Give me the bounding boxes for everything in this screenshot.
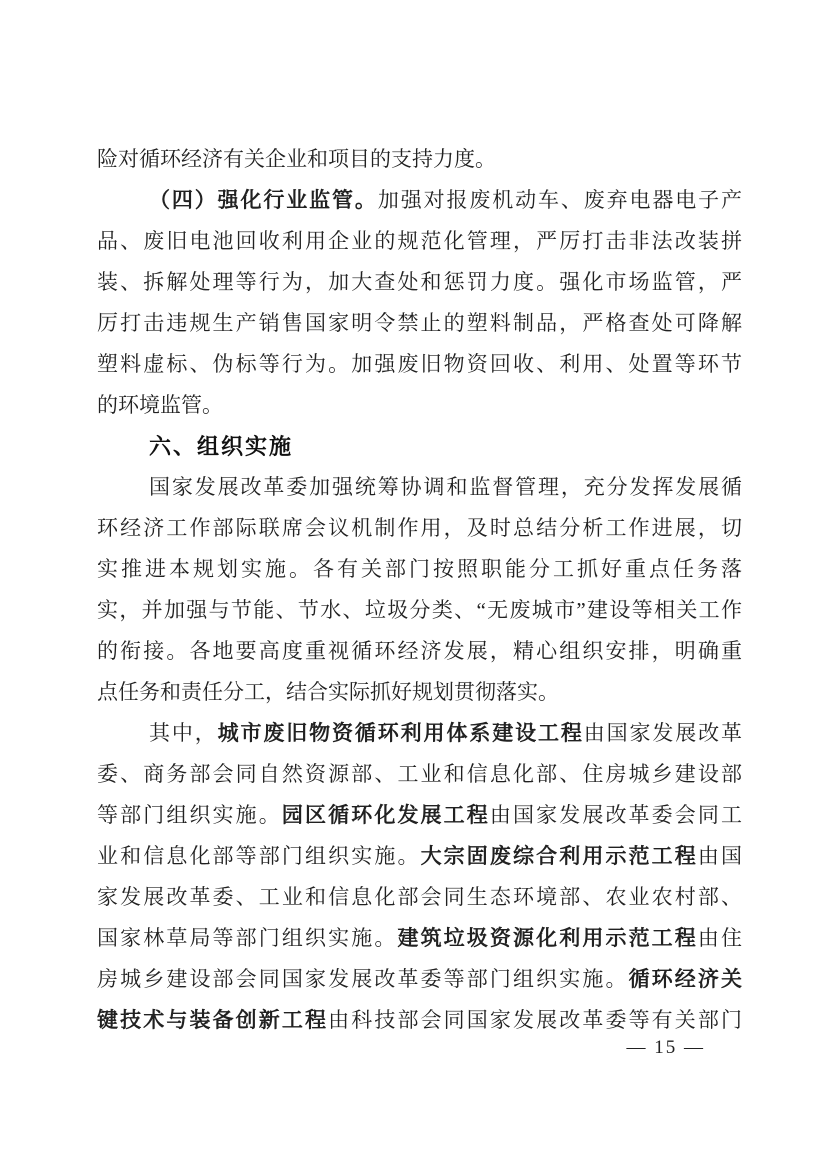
text-segment: 险对循环经济有关企业和项目的支持力度。 xyxy=(97,147,496,171)
text-line xyxy=(97,262,742,303)
text-segment: 实推进本规划实施。各有关部门按照职能分工抓好重点任务落 xyxy=(97,557,742,581)
text-line xyxy=(97,754,742,795)
text-segment: 品、废旧电池回收利用企业的规范化管理，严厉打击非法改装拼 xyxy=(97,229,742,253)
bold-text-segment: 键技术与装备创新工程 xyxy=(97,1008,329,1032)
text-line xyxy=(97,795,742,836)
bold-text-segment: 城市废旧物资循环利用体系建设工程 xyxy=(217,721,584,745)
text-line xyxy=(97,139,742,180)
text-line xyxy=(97,672,742,713)
bold-text-segment: 六、组织实施 xyxy=(149,434,294,459)
text-segment: 由国家发展改革 xyxy=(583,721,742,745)
text-segment: 加强对报废机动车、废弃电器电子产 xyxy=(377,188,742,212)
text-line xyxy=(97,836,742,877)
text-line xyxy=(97,590,742,631)
text-segment: 由国家发展改革委会同工 xyxy=(489,803,742,827)
text-segment: 装、拆解处理等行为，加大查处和惩罚力度。强化市场监管，严 xyxy=(97,270,742,294)
text-line xyxy=(97,221,742,262)
text-segment: 环经济工作部际联席会议机制作用，及时总结分析工作进展，切 xyxy=(97,516,742,540)
text-segment: 厉打击违规生产销售国家明令禁止的塑料制品，严格查处可降解 xyxy=(97,311,742,335)
text-line xyxy=(97,959,742,1000)
text-line xyxy=(97,180,742,221)
text-line xyxy=(97,303,742,344)
bold-text-segment: 园区循环化发展工程 xyxy=(281,803,490,827)
text-segment: 房城乡建设部会同国家发展改革委等部门组织实施。 xyxy=(97,967,629,991)
section-heading xyxy=(97,426,742,467)
bold-text-segment: 建筑垃圾资源化利用示范工程 xyxy=(397,926,698,950)
text-segment: 由科技部会同国家发展改革委等有关部门 xyxy=(328,1008,742,1032)
text-segment: 家发展改革委、工业和信息化部会同生态环境部、农业农村部、 xyxy=(97,885,742,909)
bold-text-segment: 大宗固废综合利用示范工程 xyxy=(420,844,698,868)
text-line xyxy=(97,385,742,426)
text-segment: 等部门组织实施。 xyxy=(97,803,282,827)
text-line xyxy=(97,877,742,918)
bold-text-segment: （四）强化行业监管。 xyxy=(149,188,378,212)
text-line xyxy=(97,713,742,754)
text-segment: 实，并加强与节能、节水、垃圾分类、“无废城市”建设等相关工作 xyxy=(97,598,742,622)
text-segment: 点任务和责任分工，结合实际抓好规划贯彻落实。 xyxy=(97,680,559,704)
text-line xyxy=(97,1000,742,1041)
text-segment: 国家林草局等部门组织实施。 xyxy=(97,926,398,950)
page-number: — 15 — xyxy=(626,1037,705,1058)
text-line xyxy=(97,918,742,959)
text-line xyxy=(97,344,742,385)
text-segment: 国家发展改革委加强统筹协调和监督管理，充分发挥发展循 xyxy=(149,475,742,499)
text-segment: 的衔接。各地要高度重视循环经济发展，精心组织安排，明确重 xyxy=(97,639,742,663)
text-segment: 其中， xyxy=(149,721,218,745)
text-line xyxy=(97,549,742,590)
document-body xyxy=(97,139,742,1041)
text-line xyxy=(97,631,742,672)
text-line xyxy=(97,467,742,508)
text-segment: 委、商务部会同自然资源部、工业和信息化部、住房城乡建设部 xyxy=(97,762,742,786)
bold-text-segment: 循环经济关 xyxy=(628,967,742,991)
text-segment: 由国 xyxy=(697,844,742,868)
text-segment: 由住 xyxy=(697,926,742,950)
text-segment: 业和信息化部等部门组织实施。 xyxy=(97,844,421,868)
text-segment: 塑料虚标、伪标等行为。加强废旧物资回收、利用、处置等环节 xyxy=(97,352,742,376)
text-line xyxy=(97,508,742,549)
text-segment: 的环境监管。 xyxy=(97,393,223,417)
